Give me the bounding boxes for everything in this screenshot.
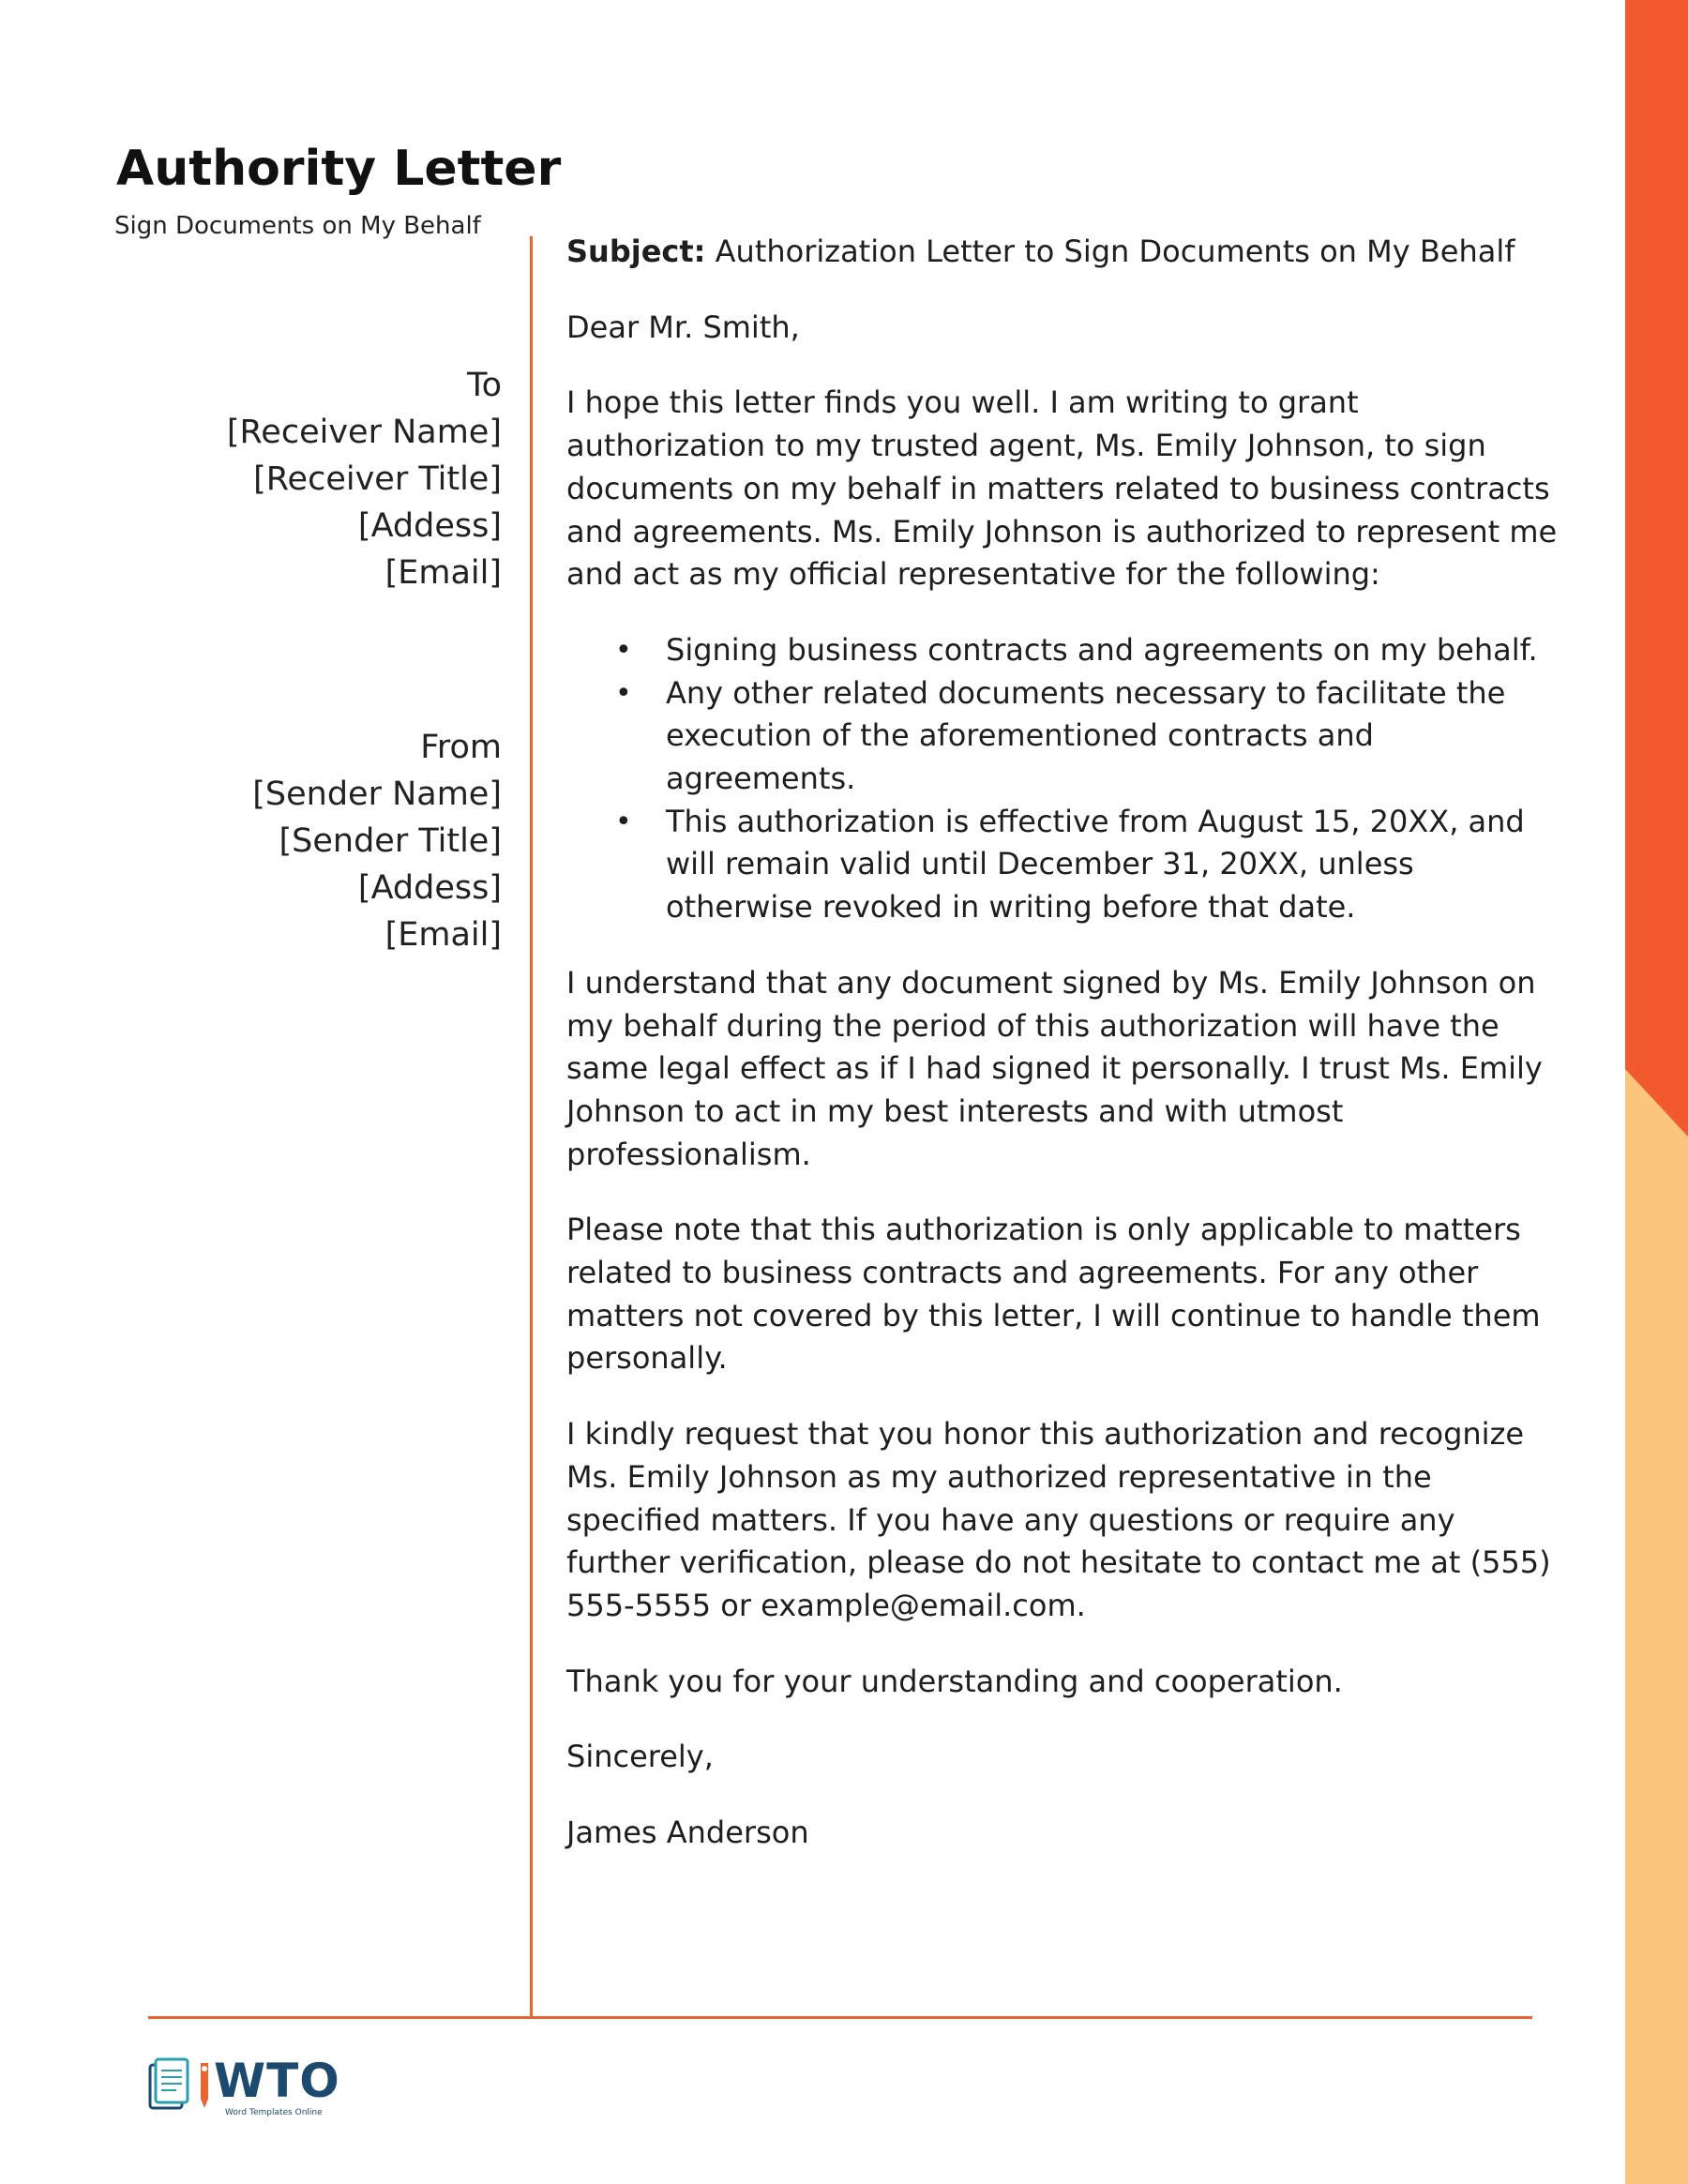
list-item: • Any other related documents necessary to facilitate the execution of the aforementioned contracts and agreements.	[666, 672, 1560, 801]
letter-body	[566, 231, 1560, 1888]
receiver-name: [Receiver Name]	[226, 414, 502, 451]
subject-label: Subject:	[566, 233, 706, 269]
from-label: From	[420, 729, 502, 766]
thanks-line: Thank you for your understanding and cooperation.	[566, 1663, 1343, 1699]
request-paragraph: I kindly request that you honor this authorization and recognize Ms. Emily Johnson as my authorized representative in the specified matters. If you have any questions or require any further verification, please do not hesitate to contact me at (555) 555-5555 or example@email.com.	[566, 1416, 1551, 1623]
list-item: • This authorization is effective from August 15, 20XX, and will remain valid until December 31, 20XX, unless otherwise revoked in writing before that date.	[666, 801, 1560, 929]
from-address-block	[252, 724, 502, 958]
receiver-email: [Email]	[384, 554, 502, 592]
logo-tagline: Word Templates Online	[225, 2108, 323, 2117]
page-subtitle: Sign Documents on My Behalf	[114, 212, 481, 240]
sender-address: [Addess]	[357, 869, 502, 907]
receiver-title: [Receiver Title]	[253, 460, 502, 498]
authorization-list	[566, 629, 1560, 929]
subject-text: Authorization Letter to Sign Documents on My Behalf	[715, 233, 1515, 269]
scope-paragraph: Please note that this authorization is only applicable to matters related to business contracts and agreements. For any other matters not covered by this letter, I will continue to handle them personally.	[566, 1212, 1541, 1377]
side-band-orange	[1625, 0, 1688, 1137]
to-label: To	[467, 367, 502, 404]
intro-paragraph: I hope this letter finds you well. I am writing to grant authorization to my trusted agent, Ms. Emily Johnson, to sign documents on my behalf in matters related to business contracts and agreements. Ms. Emily Johnson is authorized to represent me and act as my official representative for the following:	[566, 384, 1558, 593]
logo-wordmark: WTO	[214, 2054, 340, 2108]
closing-line: Sincerely,	[566, 1739, 714, 1775]
page-title: Authority Letter	[116, 141, 562, 197]
footer-divider	[148, 2016, 1532, 2019]
sender-name: [Sender Name]	[252, 776, 502, 813]
sender-title: [Sender Title]	[279, 822, 502, 860]
legal-effect-paragraph: I understand that any document signed by Ms. Emily Johnson on my behalf during the period of this authorization will have the same legal effect as if I had signed it personally. I trust Ms. Emily Johnson to act in my best interests and with utmost professionalism.	[566, 964, 1543, 1172]
salutation: Dear Mr. Smith,	[566, 309, 800, 345]
receiver-address: [Addess]	[357, 507, 502, 545]
to-address-block	[227, 362, 502, 596]
vertical-divider	[530, 236, 533, 2018]
signature-name: James Anderson	[566, 1815, 809, 1851]
sender-email: [Email]	[384, 916, 502, 954]
side-band-diagonal	[1625, 1069, 1688, 1137]
subject-line	[566, 231, 1560, 274]
list-item: • Signing business contracts and agreements on my behalf.	[666, 629, 1560, 672]
